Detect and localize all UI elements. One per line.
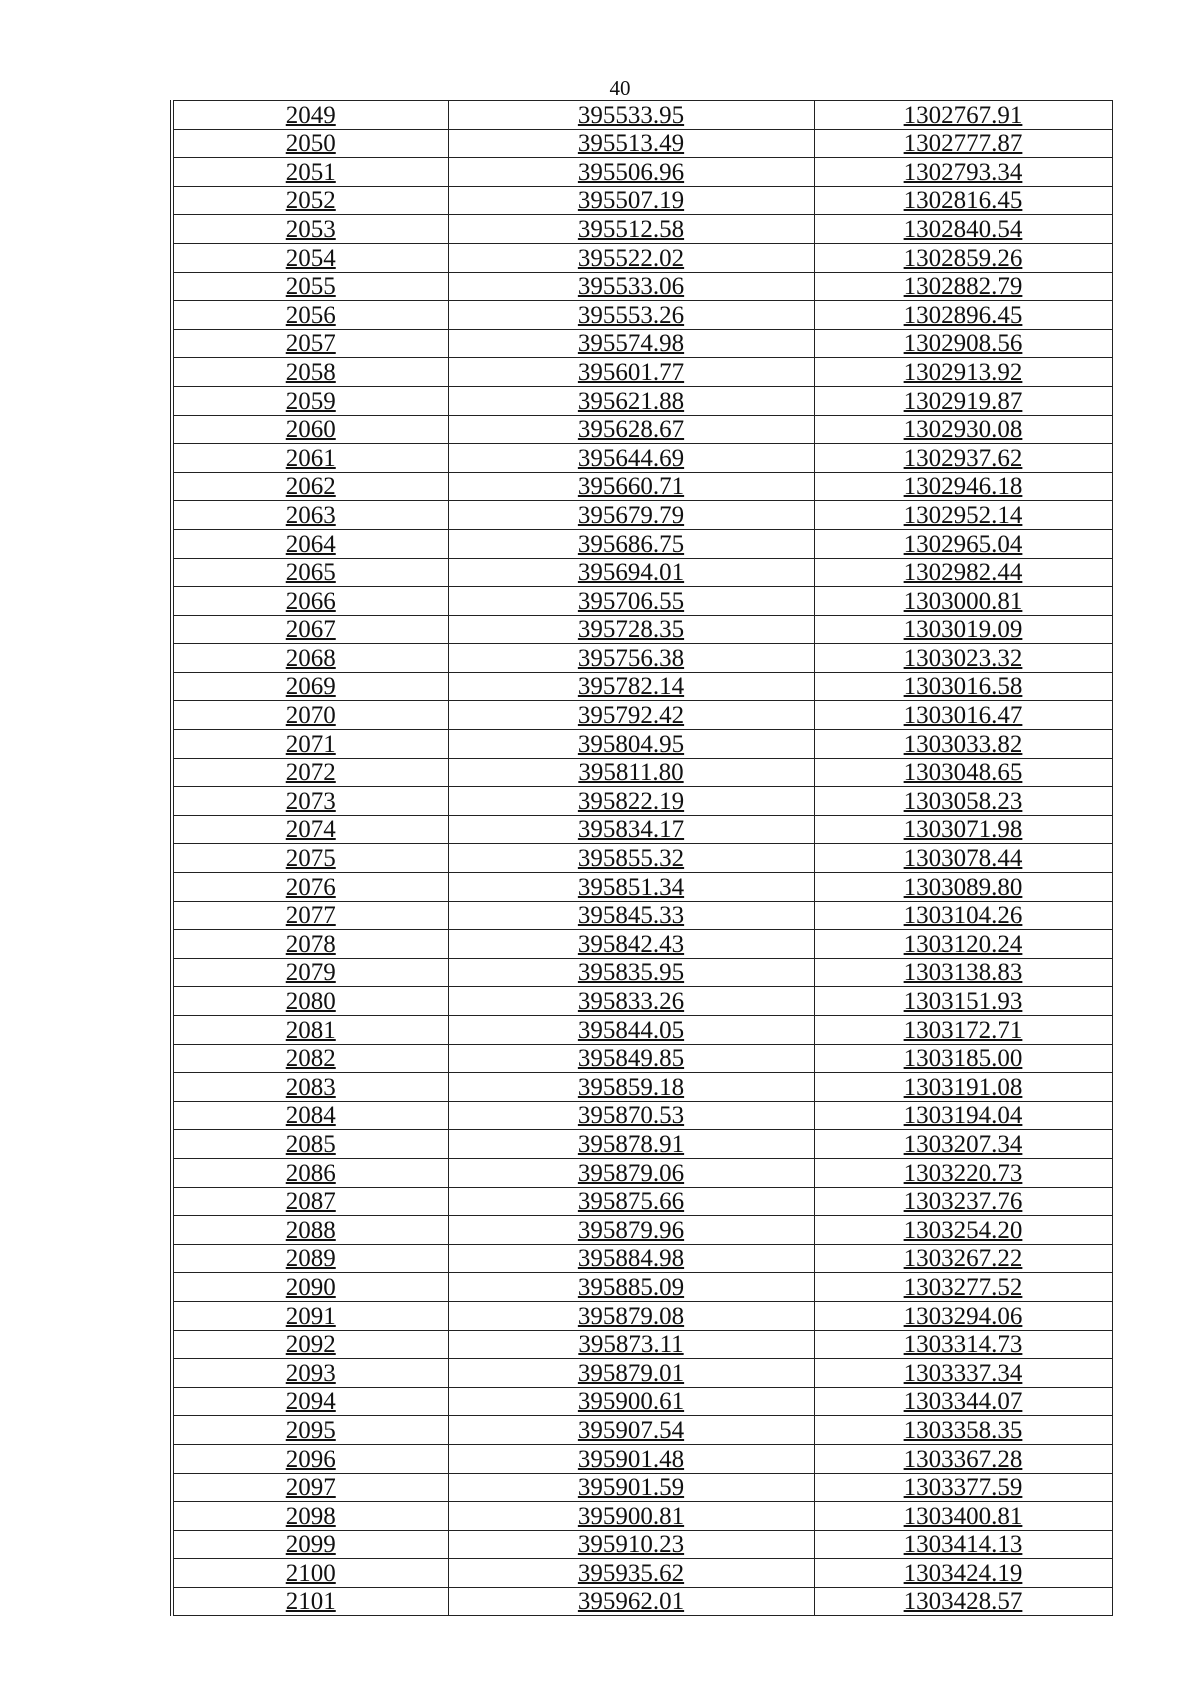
y-coordinate-cell: 1303078.44: [814, 844, 1112, 873]
x-coordinate-cell: 395628.67: [448, 415, 814, 444]
y-coordinate-cell: 1303194.04: [814, 1101, 1112, 1130]
table-row: [172, 329, 1112, 358]
y-coordinate-cell: 1303344.07: [814, 1387, 1112, 1416]
table-row: [172, 1130, 1112, 1159]
table-row: [172, 444, 1112, 473]
y-coordinate-cell: 1303151.93: [814, 987, 1112, 1016]
x-coordinate-cell: 395621.88: [448, 386, 814, 415]
x-coordinate-cell: 395522.02: [448, 243, 814, 272]
y-coordinate-cell: 1303377.59: [814, 1473, 1112, 1502]
table-row: [172, 1044, 1112, 1073]
y-coordinate-cell: 1302882.79: [814, 272, 1112, 301]
point-number-cell: 2050: [172, 129, 448, 158]
x-coordinate-cell: 395859.18: [448, 1073, 814, 1102]
table-row: [172, 158, 1112, 187]
y-coordinate-cell: 1303104.26: [814, 901, 1112, 930]
point-number-cell: 2055: [172, 272, 448, 301]
point-number-cell: 2088: [172, 1216, 448, 1245]
x-coordinate-cell: 395811.80: [448, 758, 814, 787]
table-row: [172, 301, 1112, 330]
point-number-cell: 2067: [172, 615, 448, 644]
y-coordinate-cell: 1303000.81: [814, 587, 1112, 616]
x-coordinate-cell: 395822.19: [448, 787, 814, 816]
table-row: [172, 529, 1112, 558]
x-coordinate-cell: 395885.09: [448, 1273, 814, 1302]
x-coordinate-cell: 395845.33: [448, 901, 814, 930]
y-coordinate-cell: 1302777.87: [814, 129, 1112, 158]
point-number-cell: 2073: [172, 787, 448, 816]
table-row: [172, 386, 1112, 415]
y-coordinate-cell: 1303033.82: [814, 730, 1112, 759]
x-coordinate-cell: 395574.98: [448, 329, 814, 358]
table-row: [172, 1387, 1112, 1416]
y-coordinate-cell: 1303294.06: [814, 1301, 1112, 1330]
y-coordinate-cell: 1303172.71: [814, 1016, 1112, 1045]
x-coordinate-cell: 395706.55: [448, 587, 814, 616]
point-number-cell: 2099: [172, 1530, 448, 1559]
point-number-cell: 2083: [172, 1073, 448, 1102]
x-coordinate-cell: 395879.96: [448, 1216, 814, 1245]
table-row: [172, 730, 1112, 759]
table-row: [172, 243, 1112, 272]
x-coordinate-cell: 395804.95: [448, 730, 814, 759]
point-number-cell: 2071: [172, 730, 448, 759]
point-number-cell: 2066: [172, 587, 448, 616]
x-coordinate-cell: 395910.23: [448, 1530, 814, 1559]
point-number-cell: 2080: [172, 987, 448, 1016]
y-coordinate-cell: 1302982.44: [814, 558, 1112, 587]
y-coordinate-cell: 1302840.54: [814, 215, 1112, 244]
x-coordinate-cell: 395901.59: [448, 1473, 814, 1502]
page-number: 40: [609, 76, 631, 100]
point-number-cell: 2052: [172, 186, 448, 215]
x-coordinate-cell: 395844.05: [448, 1016, 814, 1045]
y-coordinate-cell: 1303267.22: [814, 1244, 1112, 1273]
y-coordinate-cell: 1303191.08: [814, 1073, 1112, 1102]
table-row: [172, 930, 1112, 959]
point-number-cell: 2094: [172, 1387, 448, 1416]
point-number-cell: 2087: [172, 1187, 448, 1216]
x-coordinate-cell: 395756.38: [448, 644, 814, 673]
table-row: [172, 558, 1112, 587]
x-coordinate-cell: 395533.95: [448, 101, 814, 130]
point-number-cell: 2095: [172, 1416, 448, 1445]
point-number-cell: 2100: [172, 1559, 448, 1588]
table-row: [172, 958, 1112, 987]
x-coordinate-cell: 395728.35: [448, 615, 814, 644]
point-number-cell: 2078: [172, 930, 448, 959]
x-coordinate-cell: 395879.08: [448, 1301, 814, 1330]
point-number-cell: 2062: [172, 472, 448, 501]
y-coordinate-cell: 1302919.87: [814, 386, 1112, 415]
x-coordinate-cell: 395601.77: [448, 358, 814, 387]
point-number-cell: 2084: [172, 1101, 448, 1130]
x-coordinate-cell: 395900.61: [448, 1387, 814, 1416]
table-row: [172, 101, 1112, 130]
table-row: [172, 415, 1112, 444]
point-number-cell: 2085: [172, 1130, 448, 1159]
table-row: [172, 587, 1112, 616]
table-row: [172, 1216, 1112, 1245]
table-row: [172, 901, 1112, 930]
y-coordinate-cell: 1303254.20: [814, 1216, 1112, 1245]
table-row: [172, 1273, 1112, 1302]
x-coordinate-cell: 395851.34: [448, 873, 814, 902]
y-coordinate-cell: 1303016.47: [814, 701, 1112, 730]
point-number-cell: 2049: [172, 101, 448, 130]
y-coordinate-cell: 1303138.83: [814, 958, 1112, 987]
point-number-cell: 2092: [172, 1330, 448, 1359]
point-number-cell: 2063: [172, 501, 448, 530]
table-row: [172, 815, 1112, 844]
x-coordinate-cell: 395935.62: [448, 1559, 814, 1588]
table-row: [172, 844, 1112, 873]
y-coordinate-cell: 1303337.34: [814, 1359, 1112, 1388]
x-coordinate-cell: 395870.53: [448, 1101, 814, 1130]
point-number-cell: 2101: [172, 1587, 448, 1616]
y-coordinate-cell: 1302946.18: [814, 472, 1112, 501]
x-coordinate-cell: 395644.69: [448, 444, 814, 473]
point-number-cell: 2060: [172, 415, 448, 444]
y-coordinate-cell: 1302793.34: [814, 158, 1112, 187]
point-number-cell: 2070: [172, 701, 448, 730]
point-number-cell: 2076: [172, 873, 448, 902]
point-number-cell: 2082: [172, 1044, 448, 1073]
point-number-cell: 2059: [172, 386, 448, 415]
x-coordinate-cell: 395512.58: [448, 215, 814, 244]
x-coordinate-cell: 395834.17: [448, 815, 814, 844]
y-coordinate-cell: 1303414.13: [814, 1530, 1112, 1559]
x-coordinate-cell: 395884.98: [448, 1244, 814, 1273]
x-coordinate-cell: 395660.71: [448, 472, 814, 501]
table-row: [172, 1301, 1112, 1330]
y-coordinate-cell: 1303237.76: [814, 1187, 1112, 1216]
table-row: [172, 1016, 1112, 1045]
x-coordinate-cell: 395833.26: [448, 987, 814, 1016]
x-coordinate-cell: 395873.11: [448, 1330, 814, 1359]
x-coordinate-cell: 395879.06: [448, 1158, 814, 1187]
coordinate-table-body: [172, 101, 1112, 1616]
table-row: [172, 1473, 1112, 1502]
y-coordinate-cell: 1302913.92: [814, 358, 1112, 387]
y-coordinate-cell: 1303120.24: [814, 930, 1112, 959]
y-coordinate-cell: 1303071.98: [814, 815, 1112, 844]
point-number-cell: 2096: [172, 1444, 448, 1473]
x-coordinate-cell: 395506.96: [448, 158, 814, 187]
table-row: [172, 1559, 1112, 1588]
x-coordinate-cell: 395513.49: [448, 129, 814, 158]
table-row: [172, 644, 1112, 673]
x-coordinate-cell: 395875.66: [448, 1187, 814, 1216]
y-coordinate-cell: 1303207.34: [814, 1130, 1112, 1159]
table-row: [172, 1244, 1112, 1273]
x-coordinate-cell: 395849.85: [448, 1044, 814, 1073]
table-row: [172, 787, 1112, 816]
table-row: [172, 1158, 1112, 1187]
table-row: [172, 1444, 1112, 1473]
point-number-cell: 2075: [172, 844, 448, 873]
point-number-cell: 2058: [172, 358, 448, 387]
y-coordinate-cell: 1302952.14: [814, 501, 1112, 530]
point-number-cell: 2081: [172, 1016, 448, 1045]
point-number-cell: 2091: [172, 1301, 448, 1330]
y-coordinate-cell: 1302965.04: [814, 529, 1112, 558]
table-row: [172, 358, 1112, 387]
x-coordinate-cell: 395792.42: [448, 701, 814, 730]
x-coordinate-cell: 395962.01: [448, 1587, 814, 1616]
y-coordinate-cell: 1303220.73: [814, 1158, 1112, 1187]
point-number-cell: 2054: [172, 243, 448, 272]
x-coordinate-cell: 395907.54: [448, 1416, 814, 1445]
table-row: [172, 215, 1112, 244]
point-number-cell: 2079: [172, 958, 448, 987]
y-coordinate-cell: 1303019.09: [814, 615, 1112, 644]
y-coordinate-cell: 1303089.80: [814, 873, 1112, 902]
x-coordinate-cell: 395842.43: [448, 930, 814, 959]
point-number-cell: 2061: [172, 444, 448, 473]
y-coordinate-cell: 1303185.00: [814, 1044, 1112, 1073]
table-row: [172, 272, 1112, 301]
point-number-cell: 2097: [172, 1473, 448, 1502]
point-number-cell: 2098: [172, 1502, 448, 1531]
y-coordinate-cell: 1303314.73: [814, 1330, 1112, 1359]
table-row: [172, 1101, 1112, 1130]
table-row: [172, 1359, 1112, 1388]
point-number-cell: 2090: [172, 1273, 448, 1302]
table-row: [172, 1330, 1112, 1359]
y-coordinate-cell: 1303058.23: [814, 787, 1112, 816]
table-row: [172, 615, 1112, 644]
y-coordinate-cell: 1302767.91: [814, 101, 1112, 130]
table-row: [172, 1587, 1112, 1616]
table-row: [172, 472, 1112, 501]
y-coordinate-cell: 1303016.58: [814, 672, 1112, 701]
x-coordinate-cell: 395901.48: [448, 1444, 814, 1473]
y-coordinate-cell: 1303048.65: [814, 758, 1112, 787]
point-number-cell: 2057: [172, 329, 448, 358]
x-coordinate-cell: 395855.32: [448, 844, 814, 873]
x-coordinate-cell: 395879.01: [448, 1359, 814, 1388]
y-coordinate-cell: 1302937.62: [814, 444, 1112, 473]
table-row: [172, 1416, 1112, 1445]
table-row: [172, 873, 1112, 902]
table-row: [172, 129, 1112, 158]
point-number-cell: 2051: [172, 158, 448, 187]
x-coordinate-cell: 395835.95: [448, 958, 814, 987]
x-coordinate-cell: 395878.91: [448, 1130, 814, 1159]
y-coordinate-cell: 1303424.19: [814, 1559, 1112, 1588]
x-coordinate-cell: 395507.19: [448, 186, 814, 215]
table-row: [172, 1530, 1112, 1559]
table-row: [172, 758, 1112, 787]
y-coordinate-cell: 1302816.45: [814, 186, 1112, 215]
y-coordinate-cell: 1303023.32: [814, 644, 1112, 673]
point-number-cell: 2072: [172, 758, 448, 787]
point-number-cell: 2064: [172, 529, 448, 558]
table-row: [172, 186, 1112, 215]
point-number-cell: 2053: [172, 215, 448, 244]
coordinate-table: [170, 100, 1113, 1616]
point-number-cell: 2093: [172, 1359, 448, 1388]
y-coordinate-cell: 1302859.26: [814, 243, 1112, 272]
y-coordinate-cell: 1302930.08: [814, 415, 1112, 444]
table-row: [172, 672, 1112, 701]
x-coordinate-cell: 395679.79: [448, 501, 814, 530]
x-coordinate-cell: 395533.06: [448, 272, 814, 301]
x-coordinate-cell: 395782.14: [448, 672, 814, 701]
point-number-cell: 2069: [172, 672, 448, 701]
point-number-cell: 2077: [172, 901, 448, 930]
x-coordinate-cell: 395694.01: [448, 558, 814, 587]
table-row: [172, 1073, 1112, 1102]
y-coordinate-cell: 1303277.52: [814, 1273, 1112, 1302]
y-coordinate-cell: 1302908.56: [814, 329, 1112, 358]
point-number-cell: 2089: [172, 1244, 448, 1273]
y-coordinate-cell: 1303367.28: [814, 1444, 1112, 1473]
table-row: [172, 1502, 1112, 1531]
y-coordinate-cell: 1303400.81: [814, 1502, 1112, 1531]
table-row: [172, 501, 1112, 530]
point-number-cell: 2086: [172, 1158, 448, 1187]
point-number-cell: 2056: [172, 301, 448, 330]
table-row: [172, 701, 1112, 730]
x-coordinate-cell: 395553.26: [448, 301, 814, 330]
point-number-cell: 2068: [172, 644, 448, 673]
point-number-cell: 2074: [172, 815, 448, 844]
y-coordinate-cell: 1303428.57: [814, 1587, 1112, 1616]
table-row: [172, 987, 1112, 1016]
y-coordinate-cell: 1302896.45: [814, 301, 1112, 330]
table-row: [172, 1187, 1112, 1216]
y-coordinate-cell: 1303358.35: [814, 1416, 1112, 1445]
point-number-cell: 2065: [172, 558, 448, 587]
x-coordinate-cell: 395686.75: [448, 529, 814, 558]
x-coordinate-cell: 395900.81: [448, 1502, 814, 1531]
